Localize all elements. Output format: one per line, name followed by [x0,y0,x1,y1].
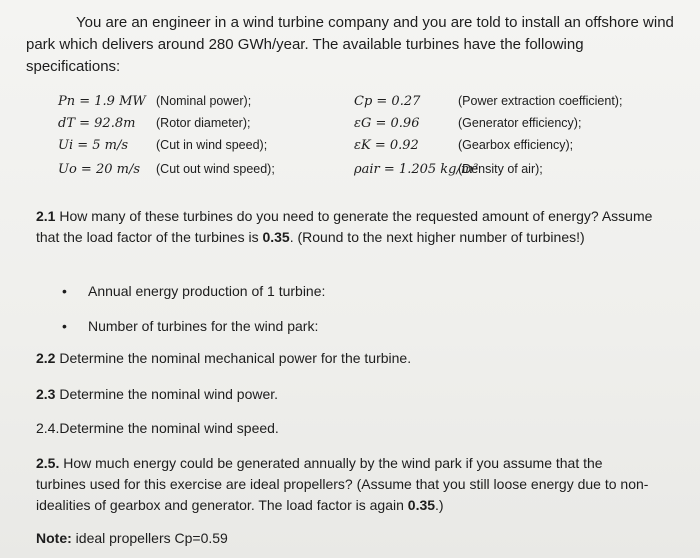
spec-label: (Cut out wind speed); [156,162,275,176]
spec-symbol-2: εG = 0.96 [354,116,420,131]
spec-symbol-2: ρair = 1.205 kg/m³ [354,162,479,177]
note [36,528,656,549]
question-number: 2.3 [36,386,56,402]
spec-label-2: (Density of air); [458,162,543,176]
question-2-5 [36,453,656,516]
question-tail: .) [435,497,444,513]
intro-text: You are an engineer in a wind turbine company and you are told to install an offshore wind park which delivers around 280 GWh/year. The available turbines have the following specifications: [26,14,674,75]
spec-label: (Cut in wind speed); [156,138,268,152]
spec-symbol-2: εK = 0.92 [354,138,419,153]
spec-row [58,116,678,136]
spec-row [58,94,678,114]
question-2-1 [36,206,656,248]
spec-label-2: (Power extraction coefficient); [458,94,623,108]
bullet-item: Annual energy production of 1 turbine: [88,283,326,299]
spec-row [58,162,678,182]
specifications-block [58,94,678,184]
load-factor-value: 0.35 [262,229,290,245]
question-text: How many of these turbines do you need to generate the requested amount of energy? Assume that the load factor of the turbines is [36,208,653,245]
spec-label: (Nominal power); [156,94,252,108]
question-number: 2.4. [36,420,60,436]
spec-symbol: dT = 92.8m [58,116,136,131]
intro-paragraph [26,12,676,78]
question-2-4 [36,418,656,439]
note-label: Note: [36,530,72,546]
bullet-icon: • [62,318,67,334]
question-2-2 [36,348,656,369]
question-number: 2.1 [36,208,56,224]
spec-label: (Rotor diameter); [156,116,251,130]
spec-label-2: (Gearbox efficiency); [458,138,574,152]
question-text: How much energy could be generated annually by the wind park if you assume that the turbines used for this exercise are ideal propellers? (Assume that you still loose energy due to non-idealities of gearbox and generator. The load factor is again [36,455,649,513]
question-text: Determine the nominal wind power. [59,386,279,402]
spec-symbol: Ui = 5 m/s [58,138,129,153]
spec-symbol: Uo = 20 m/s [58,162,140,177]
question-2-3 [36,384,656,405]
spec-label-2: (Generator efficiency); [458,116,582,130]
question-number: 2.2 [36,350,56,366]
spec-symbol: Pn = 1.9 MW [58,94,146,109]
bullet-icon: • [62,283,67,299]
question-tail: . (Round to the next higher number of turbines!) [289,229,585,245]
bullet-item: Number of turbines for the wind park: [88,318,319,334]
load-factor-value: 0.35 [407,497,436,513]
question-text: Determine the nominal wind speed. [59,420,279,436]
question-text: Determine the nominal mechanical power for the turbine. [59,350,412,366]
spec-symbol-2: Cp = 0.27 [354,94,421,109]
spec-row [58,138,678,158]
question-number: 2.5. [36,455,60,471]
note-text: ideal propellers Cp=0.59 [75,530,228,546]
